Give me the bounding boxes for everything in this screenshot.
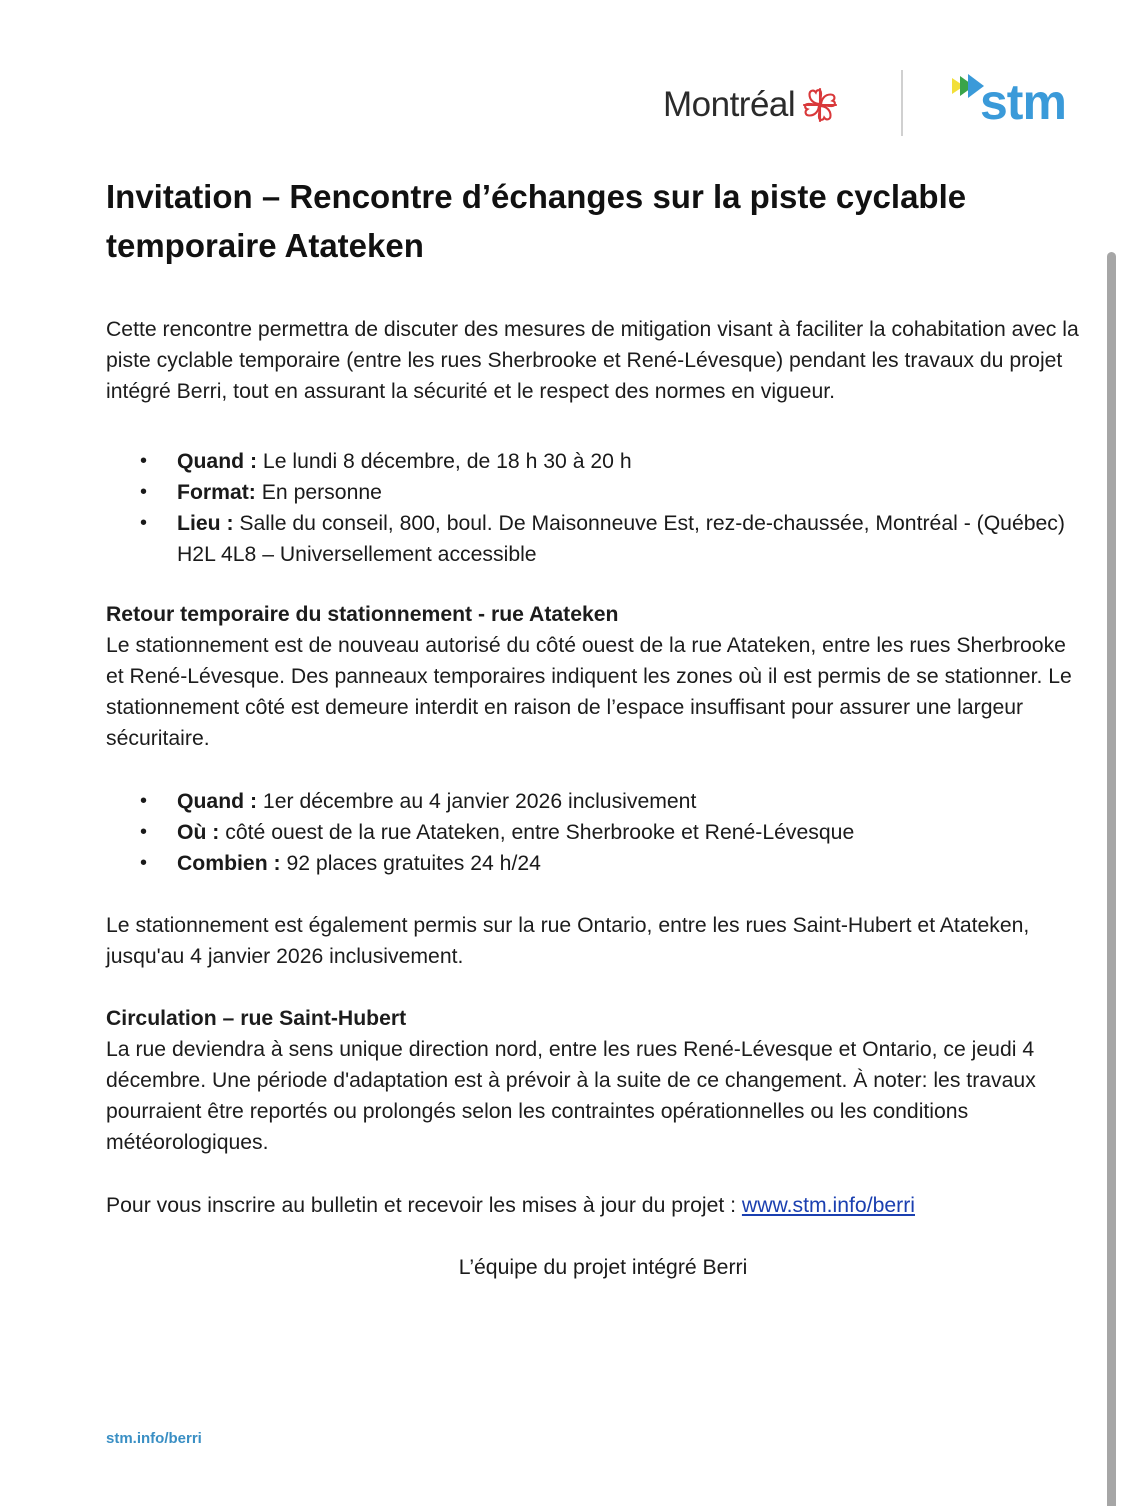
parking-details-list — [106, 786, 1086, 879]
list-item-when — [106, 786, 1086, 817]
list-item-label: Combien : — [177, 852, 281, 875]
signature: L’équipe du projet intégré Berri — [458, 1256, 748, 1279]
stm-logo — [950, 72, 1080, 132]
document-title: Invitation – Rencontre d’échanges sur la piste cyclable temporaire Atateken — [106, 178, 967, 264]
list-item-when — [106, 446, 1086, 477]
logo-divider — [901, 70, 903, 136]
list-item-how-many — [106, 848, 1086, 879]
list-item-value: En personne — [255, 481, 382, 504]
traffic-section — [106, 1003, 1086, 1158]
intro-paragraph: Cette rencontre permettra de discuter des mesures de mitigation visant à faciliter la cohabitation avec la piste cyclable temporaire (entre les rues Sherbrooke et René-Lévesque) pendant les travaux du projet intégré Berri, tout en assurant la sécurité et le respect des normes en vigueur. — [106, 318, 1079, 403]
list-item-label: Format: — [177, 481, 256, 504]
newsletter-text: Pour vous inscrire au bulletin et recevoir les mises à jour du projet : — [106, 1194, 742, 1217]
parking-paragraph: Le stationnement est de nouveau autorisé du côté ouest de la rue Atateken, entre les rues Sherbrooke et René-Lévesque. Des panneaux temporaires indiquent les zones où il est permis de se stationner. Le stationnement côté est demeure interdit en raison de l’espace insuffisant pour assurer une largeur sécuritaire. — [106, 634, 1072, 750]
montreal-logo — [663, 84, 841, 126]
list-item-label: Quand : — [177, 450, 258, 473]
newsletter-link[interactable]: www.stm.info/berri — [741, 1194, 915, 1217]
footer-link[interactable]: stm.info/berri — [106, 1430, 202, 1447]
list-item-value: Le lundi 8 décembre, de 18 h 30 à 20 h — [257, 450, 632, 473]
scrollbar[interactable] — [1107, 252, 1116, 1506]
list-item-label: Lieu : — [177, 512, 234, 535]
header-logos — [0, 68, 1125, 138]
traffic-paragraph: La rue deviendra à sens unique direction nord, entre les rues René-Lévesque et Ontario, ce jeudi 4 décembre. Une période d'adaptation est à prévoir à la suite de ce changement. À noter: les travaux pourraient être reportés ou prolongés selon les contraintes opérationnelles ou les conditions météorologiques. — [106, 1038, 1036, 1154]
montreal-flower-icon — [799, 84, 841, 126]
meeting-details-list — [106, 446, 1086, 570]
list-item-where — [106, 817, 1086, 848]
list-item-format — [106, 477, 1086, 508]
list-item-location — [106, 508, 1086, 570]
list-item-value: 92 places gratuites 24 h/24 — [280, 852, 541, 875]
list-item-value: Salle du conseil, 800, boul. De Maisonneuve Est, rez-de-chaussée, Montréal - (Québec) H2L 4L8 – Universellement accessible — [177, 512, 1065, 566]
list-item-value: 1er décembre au 4 janvier 2026 inclusivement — [257, 790, 697, 813]
montreal-logo-text: Montréal — [663, 85, 796, 124]
ontario-parking-paragraph: Le stationnement est également permis sur la rue Ontario, entre les rues Saint-Hubert et Atateken, jusqu'au 4 janvier 2026 inclusivement. — [106, 914, 1030, 968]
stm-logo-text: stm — [980, 74, 1066, 130]
list-item-label: Quand : — [177, 790, 258, 813]
parking-section — [106, 599, 1086, 754]
list-item-value: côté ouest de la rue Atateken, entre Sherbrooke et René-Lévesque — [219, 821, 855, 844]
traffic-heading: Circulation – rue Saint-Hubert — [106, 1007, 407, 1030]
newsletter-paragraph — [106, 1190, 1086, 1221]
parking-heading: Retour temporaire du stationnement - rue Atateken — [106, 603, 619, 626]
list-item-label: Où : — [177, 821, 220, 844]
